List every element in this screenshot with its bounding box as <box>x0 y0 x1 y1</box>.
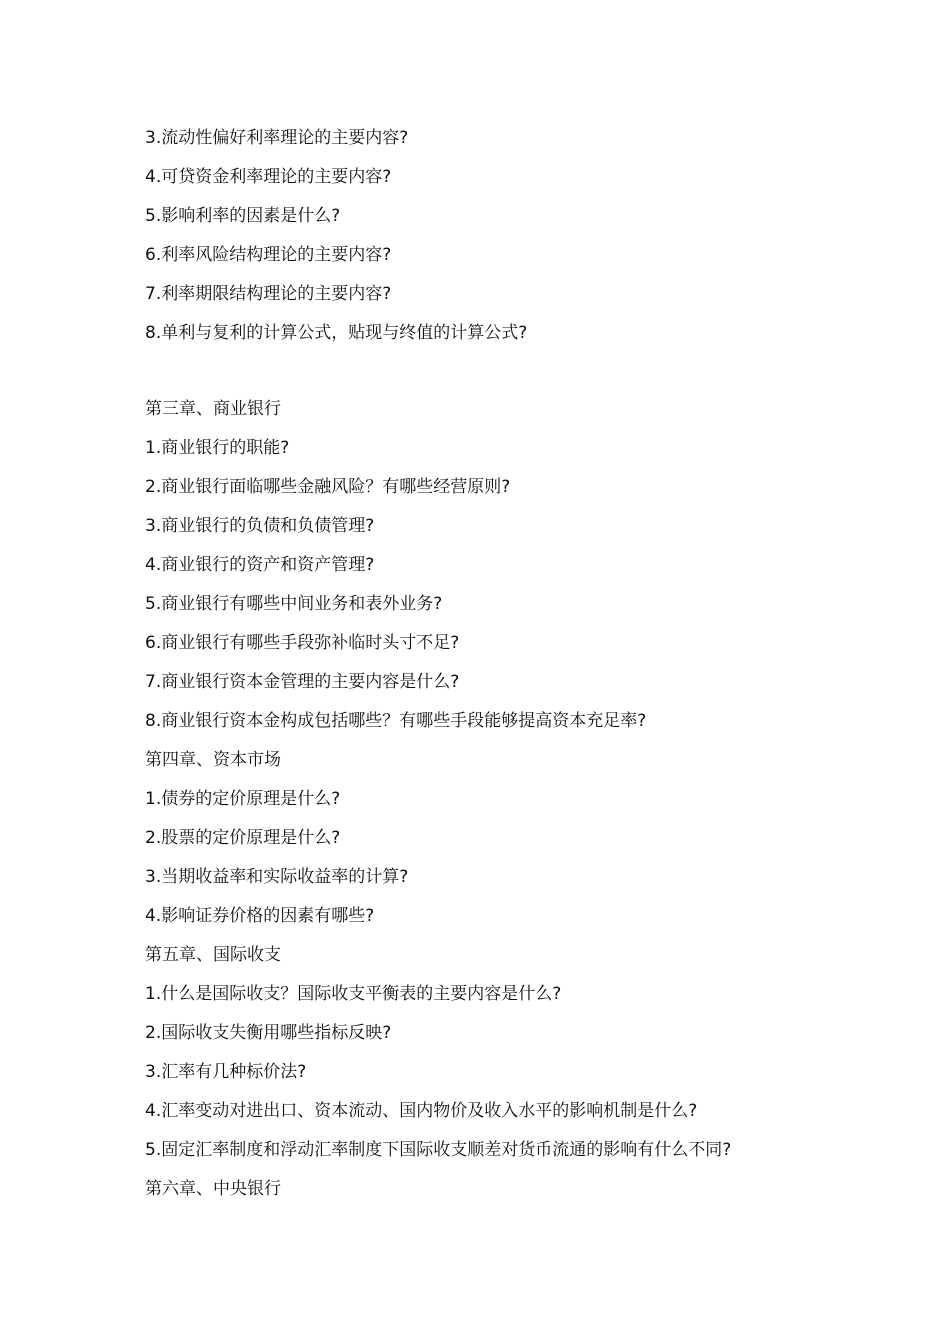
question-line: 2.股票的定价原理是什么? <box>145 828 341 848</box>
question-line: 1.商业银行的职能? <box>145 438 290 458</box>
question-line: 3.当期收益率和实际收益率的计算? <box>145 867 409 887</box>
question-line: 5.商业银行有哪些中间业务和表外业务? <box>145 594 443 614</box>
question-line: 5.影响利率的因素是什么? <box>145 206 341 226</box>
chapter-heading: 第三章、商业银行 <box>145 399 281 419</box>
question-line: 3.汇率有几种标价法? <box>145 1062 307 1082</box>
question-line: 4.汇率变动对进出口、资本流动、国内物价及收入水平的影响机制是什么? <box>145 1101 698 1121</box>
question-line: 4.可贷资金利率理论的主要内容? <box>145 167 392 187</box>
question-line: 1.债券的定价原理是什么? <box>145 789 341 809</box>
question-line: 7.利率期限结构理论的主要内容? <box>145 284 392 304</box>
question-line: 2.国际收支失衡用哪些指标反映? <box>145 1023 392 1043</box>
question-line: 3.商业银行的负债和负债管理? <box>145 516 375 536</box>
chapter-heading: 第四章、资本市场 <box>145 750 281 770</box>
question-line: 7.商业银行资本金管理的主要内容是什么? <box>145 672 460 692</box>
question-line: 6.商业银行有哪些手段弥补临时头寸不足? <box>145 633 460 653</box>
question-line: 4.商业银行的资产和资产管理? <box>145 555 375 575</box>
chapter-heading: 第六章、中央银行 <box>145 1179 281 1199</box>
question-line: 3.流动性偏好利率理论的主要内容? <box>145 128 409 148</box>
question-line: 2.商业银行面临哪些金融风险？有哪些经营原则? <box>145 477 511 497</box>
question-line: 8.商业银行资本金构成包括哪些？有哪些手段能够提高资本充足率? <box>145 711 647 731</box>
question-line: 6.利率风险结构理论的主要内容? <box>145 245 392 265</box>
question-line: 4.影响证券价格的因素有哪些? <box>145 906 375 926</box>
question-line: 5.固定汇率制度和浮动汇率制度下国际收支顺差对货币流通的影响有什么不同? <box>145 1140 732 1160</box>
question-line: 1.什么是国际收支？国际收支平衡表的主要内容是什么? <box>145 984 562 1004</box>
question-line: 8.单利与复利的计算公式，贴现与终值的计算公式? <box>145 323 528 343</box>
chapter-heading: 第五章、国际收支 <box>145 945 281 965</box>
